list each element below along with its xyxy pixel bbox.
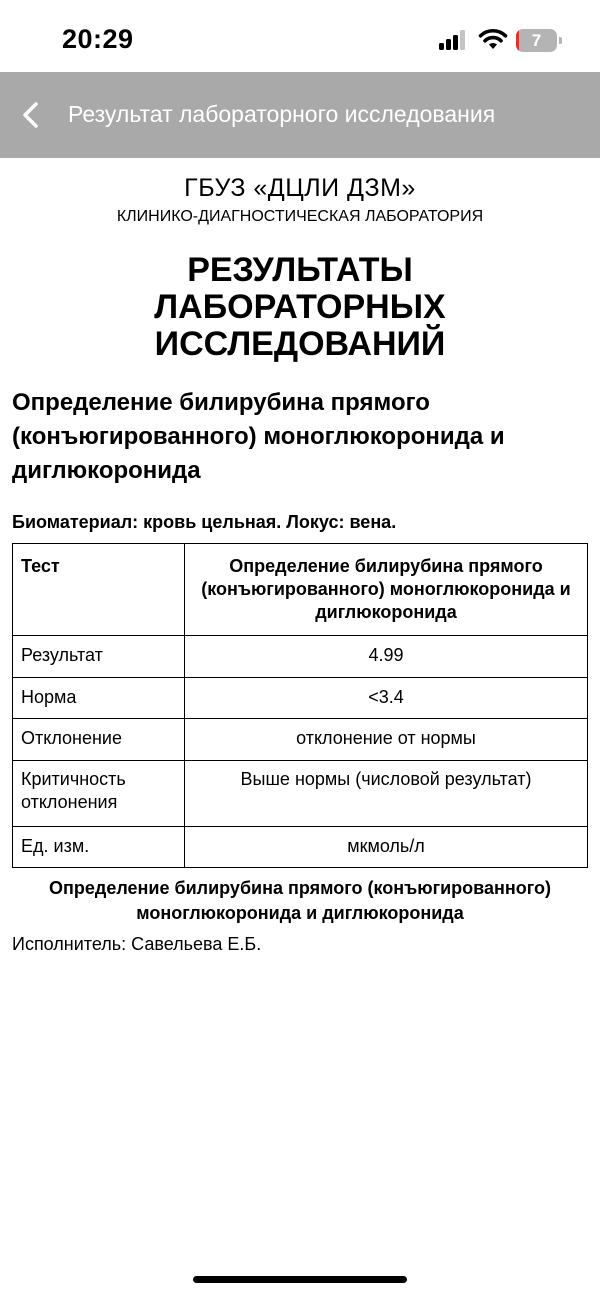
results-table [12,543,588,868]
row-label: Норма [13,678,185,719]
battery-icon [516,29,562,52]
analysis-title: Определение билирубина прямого (конъюгированного) моноглюкоронида и диглюкоронида [12,389,505,484]
status-bar [0,0,600,72]
navigation-bar [0,72,600,158]
biomaterial-info: Биоматериал: кровь цельная. Локус: вена. [12,512,397,532]
executor: Исполнитель: Савельева Е.Б. [12,934,262,954]
row-value: отклонение от нормы [185,719,588,761]
home-indicator[interactable] [193,1276,407,1283]
table-header-value: Определение билирубина прямого (конъюгированного) моноглюкоронида и диглюкоронида [185,544,588,636]
row-value: мкмоль/л [185,827,588,868]
cellular-signal-icon [439,30,467,50]
organization-name: ГБУЗ «ДЦЛИ ДЗМ» [184,174,416,202]
row-value: 4.99 [185,636,588,678]
row-label: Отклонение [13,719,185,761]
page-title: Результат лабораторного исследования [68,101,496,127]
organization-subtitle: КЛИНИКО-ДИАГНОСТИЧЕСКАЯ ЛАБОРАТОРИЯ [116,208,484,225]
table-header-row [13,544,588,636]
chevron-left-icon [14,94,50,136]
row-label: Ед. изм. [13,827,185,868]
row-label: Результат [13,636,185,678]
battery-level: 7 [531,31,542,50]
table-row [13,719,588,761]
row-value: Выше нормы (числовой результат) [185,761,588,827]
analysis-footnote: Определение билирубина прямого (конъюгированного) моноглюкоронида и диглюкоронида [49,878,551,923]
table-header-label: Тест [13,544,185,636]
report-title: РЕЗУЛЬТАТЫ ЛАБОРАТОРНЫХ ИССЛЕДОВАНИЙ [154,251,446,363]
row-label: Критичность отклонения [13,761,185,827]
table-row [13,761,588,827]
table-row [13,678,588,719]
back-button[interactable] [14,94,50,136]
wifi-icon [478,27,508,51]
row-value: <3.4 [185,678,588,719]
status-time: 20:29 [62,24,134,54]
table-row [13,636,588,678]
table-row [13,827,588,868]
